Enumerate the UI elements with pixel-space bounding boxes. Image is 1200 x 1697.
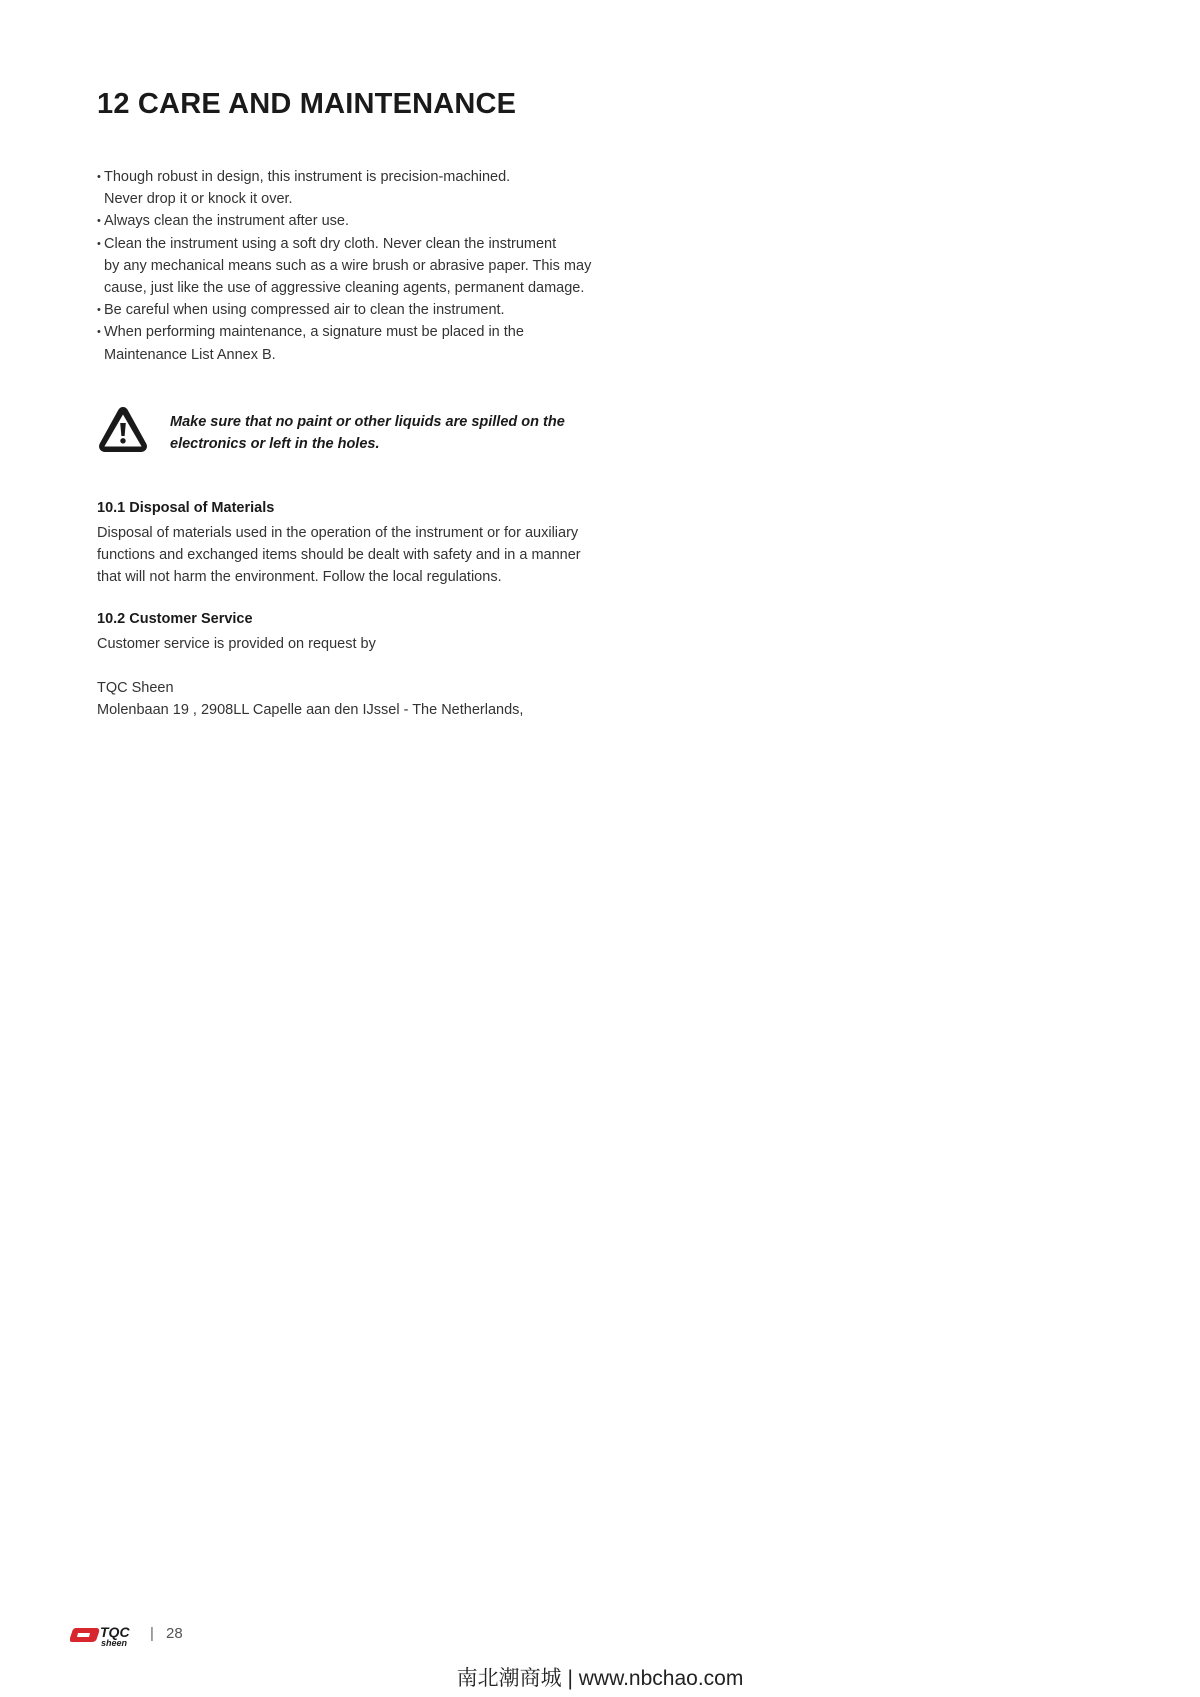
- warning-text-line: Make sure that no paint or other liquids are spilled on the: [170, 414, 565, 430]
- company-address: Molenbaan 19 , 2908LL Capelle aan den IJssel - The Netherlands,: [97, 702, 524, 719]
- page-title: 12 CARE AND MAINTENANCE: [97, 88, 517, 120]
- customer-service-address: [97, 677, 617, 721]
- disposal-body-line: functions and exchanged items should be dealt with safety and in a manner: [97, 547, 581, 564]
- watermark: 南北潮商城 | www.nbchao.com: [456, 1667, 744, 1690]
- list-item: [97, 299, 617, 321]
- list-item-line: Never drop it or knock it over.: [104, 191, 293, 208]
- list-item-line: by any mechanical means such as a wire brush or abrasive paper. This may: [104, 257, 592, 274]
- list-item-line: Be careful when using compressed air to clean the instrument.: [104, 302, 505, 319]
- list-item-line: Always clean the instrument after use.: [104, 213, 350, 230]
- tqc-sheen-logo: [70, 1622, 140, 1648]
- list-item-line: Though robust in design, this instrument is precision-machined.: [104, 169, 511, 185]
- list-item-line: When performing maintenance, a signature must be placed in the: [104, 324, 524, 341]
- footer-separator: |: [150, 1625, 154, 1642]
- warning-triangle-icon: [97, 404, 149, 456]
- logo-subtext: sheen: [101, 1638, 128, 1648]
- disposal-heading: 10.1 Disposal of Materials: [97, 500, 275, 516]
- company-name: TQC Sheen: [97, 680, 174, 696]
- customer-service-intro: Customer service is provided on request by: [97, 636, 376, 652]
- customer-service-heading: 10.2 Customer Service: [97, 611, 253, 627]
- list-item: [97, 210, 617, 232]
- warning-text: [170, 411, 610, 455]
- list-item: [97, 166, 617, 210]
- list-item: [97, 233, 617, 300]
- warning-notice: [97, 404, 657, 464]
- warning-text-line: electronics or left in the holes.: [170, 436, 380, 452]
- list-item-line: Maintenance List Annex B.: [104, 346, 276, 363]
- care-instructions-list: [97, 166, 617, 366]
- list-item: [97, 321, 617, 365]
- disposal-body: [97, 522, 617, 589]
- list-item-line: cause, just like the use of aggressive cleaning agents, permanent damage.: [104, 280, 585, 297]
- logo-text: TQC: [100, 1624, 130, 1640]
- list-item-line: Clean the instrument using a soft dry cloth. Never clean the instrument: [104, 235, 557, 252]
- page-number: 28: [166, 1625, 183, 1642]
- disposal-body-line: that will not harm the environment. Follow the local regulations.: [97, 569, 502, 586]
- disposal-body-line: Disposal of materials used in the operation of the instrument or for auxiliary: [97, 525, 579, 541]
